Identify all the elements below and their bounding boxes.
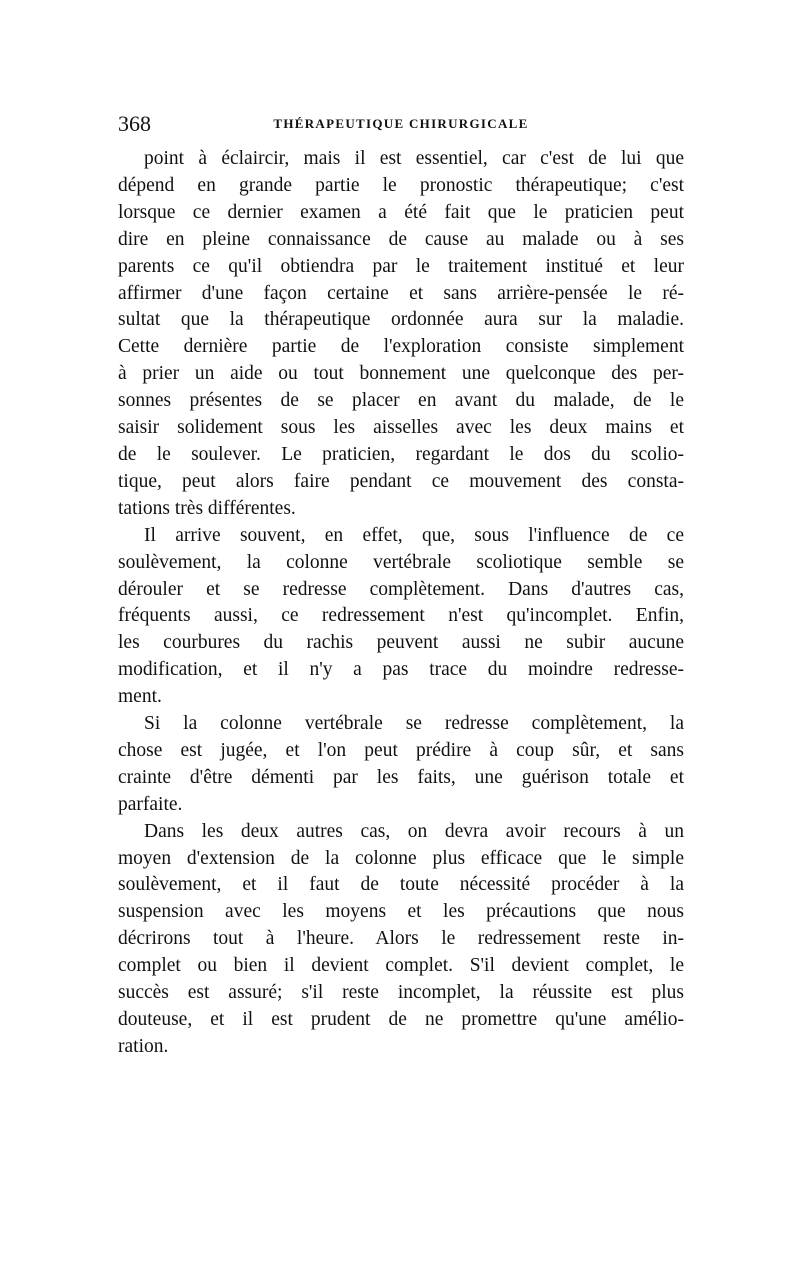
text-line: Cette dernière partie de l'exploration consiste simplement: [118, 336, 684, 358]
text-line: dépend en grande partie le pronostic thérapeutique; c'est: [118, 174, 684, 196]
text-line: crainte d'être démenti par les faits, une guérison totale et: [118, 766, 684, 788]
text-line: soulèvement, la colonne vertébrale scoliotique semble se: [118, 551, 684, 573]
paragraph: [118, 523, 684, 711]
text-line: ration.: [118, 1035, 169, 1057]
text-line: point à éclaircir, mais il est essentiel, car c'est de lui que: [144, 148, 684, 169]
text-line: modification, et il n'y a pas trace du moindre redresse-: [118, 659, 684, 681]
book-page: [118, 110, 684, 1061]
text-line: complet ou bien il devient complet. S'il devient complet, le: [118, 955, 684, 977]
text-line: parfaite.: [118, 793, 183, 815]
text-line: chose est jugée, et l'on peut prédire à coup sûr, et sans: [118, 739, 684, 761]
text-line: tique, peut alors faire pendant ce mouvement des consta-: [118, 470, 684, 492]
text-line: douteuse, et il est prudent de ne promettre qu'une amélio-: [118, 1009, 684, 1030]
text-line: suspension avec les moyens et les précautions que nous: [118, 901, 684, 923]
page-number: 368: [118, 111, 151, 136]
text-line: Il arrive souvent, en effet, que, sous l'influence de ce: [144, 524, 684, 546]
text-line: dire en pleine connaissance de cause au malade ou à ses: [118, 228, 684, 250]
text-line: affirmer d'une façon certaine et sans arrière-pensée le ré-: [118, 282, 684, 304]
running-title: THÉRAPEUTIQUE CHIRURGICALE: [273, 116, 529, 131]
body-text: [118, 146, 684, 1061]
text-line: de le soulever. Le praticien, regardant le dos du scolio-: [118, 443, 684, 465]
text-line: fréquents aussi, ce redressement n'est qu'incomplet. Enfin,: [118, 605, 684, 627]
paragraph: [118, 711, 684, 819]
text-line: succès est assuré; s'il reste incomplet, la réussite est plus: [118, 982, 684, 1004]
text-line: ment.: [118, 686, 162, 708]
text-line: les courbures du rachis peuvent aussi ne subir aucune: [118, 632, 684, 654]
text-line: Si la colonne vertébrale se redresse complètement, la: [144, 713, 684, 735]
text-line: décrirons tout à l'heure. Alors le redressement reste in-: [118, 928, 684, 950]
paragraph: [118, 819, 684, 1061]
text-line: sonnes présentes de se placer en avant du malade, de le: [118, 390, 684, 412]
text-line: parents ce qu'il obtiendra par le traitement institué et leur: [118, 255, 684, 277]
text-line: sultat que la thérapeutique ordonnée aura sur la maladie.: [118, 309, 684, 331]
text-line: Dans les deux autres cas, on devra avoir recours à un: [144, 820, 684, 842]
running-head: [118, 110, 684, 146]
text-line: dérouler et se redresse complètement. Dans d'autres cas,: [118, 578, 684, 600]
text-line: lorsque ce dernier examen a été fait que le praticien peut: [118, 201, 684, 223]
text-line: tations très différentes.: [118, 497, 296, 519]
text-line: saisir solidement sous les aisselles avec les deux mains et: [118, 417, 684, 439]
paragraph: [118, 146, 684, 523]
text-line: moyen d'extension de la colonne plus efficace que le simple: [118, 847, 684, 869]
text-line: à prier un aide ou tout bonnement une quelconque des per-: [118, 363, 684, 385]
text-line: soulèvement, et il faut de toute nécessité procéder à la: [118, 874, 684, 896]
